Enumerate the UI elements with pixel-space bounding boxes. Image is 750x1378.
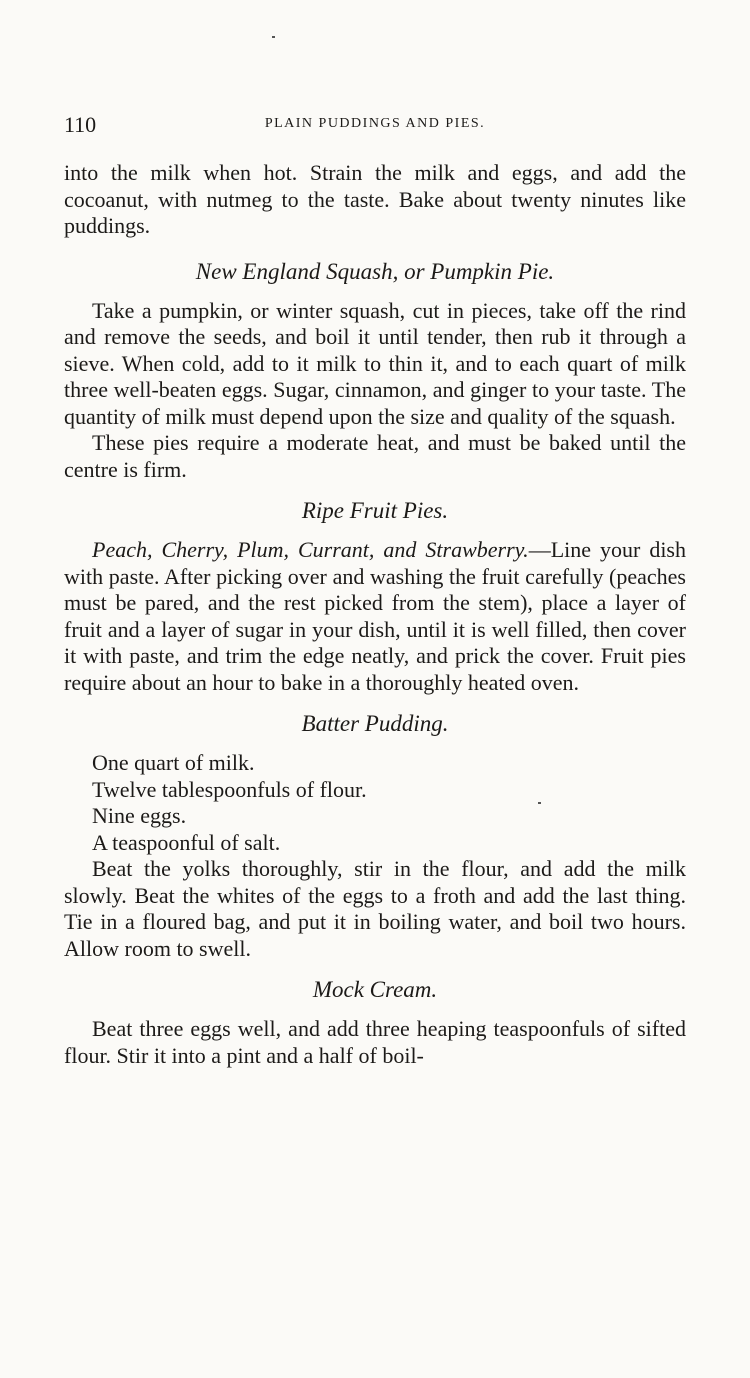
ripe-fruit-text: —Line your dish with paste. After picking over and washing the fruit carefully (peaches must be pared, and the rest picked from the stem), place a layer of fruit and a layer of sugar in your dish, until it is well filled, then cover it with paste, and trim the edge neatly, and prick the cover. Fruit pies require about an hour to bake in a thoroughly heated oven. <box>64 537 686 695</box>
print-speck <box>272 36 275 38</box>
recipe-title-pumpkin-pie: New England Squash, or Pumpkin Pie. <box>195 258 555 284</box>
ingredient-item: Nine eggs. <box>92 803 187 828</box>
batter-pudding-ingredients <box>64 750 686 856</box>
running-title: PLAIN PUDDINGS AND PIES. <box>264 116 486 131</box>
pumpkin-pie-paragraph-1: Take a pumpkin, or winter squash, cut in pieces, take off the rind and remove the seeds, and boil it until tender, then rub it through a sieve. When cold, add to it milk to thin it, and to each quart of milk three well-beaten eggs. Sugar, cinnamon, and ginger to your taste. The quantity of milk must depend upon the size and quality of the squash. <box>64 297 686 429</box>
recipe-title-batter-pudding: Batter Pudding. <box>301 711 449 736</box>
ingredient-item: A teaspoonful of salt. <box>92 829 281 855</box>
running-head <box>64 112 686 140</box>
recipe-title-mock-cream: Mock Cream. <box>312 977 438 1002</box>
continuation-paragraph: into the milk when hot. Strain the milk and eggs, and add the cocoanut, with nutmeg to the taste. Bake about twenty ninutes like puddings. <box>64 160 686 238</box>
page-body <box>64 160 686 1069</box>
ripe-fruit-paragraph <box>64 537 686 696</box>
mock-cream-paragraph: Beat three eggs well, and add three heaping teaspoonfuls of sifted flour. Stir it into a pint and a half of boil- <box>64 1016 686 1068</box>
ingredient-item: One quart of milk. <box>92 750 255 775</box>
page-number: 110 <box>64 112 97 137</box>
ripe-fruit-lead: Peach, Cherry, Plum, Currant, and Strawberry. <box>92 537 529 562</box>
batter-pudding-paragraph: Beat the yolks thoroughly, stir in the flour, and add the milk slowly. Beat the whites of the eggs to a froth and add the last thing. Tie in a floured bag, and put it in boiling water, and boil two hours. Allow room to swell. <box>64 856 686 961</box>
recipe-title-ripe-fruit-pies: Ripe Fruit Pies. <box>301 498 449 523</box>
pumpkin-pie-paragraph-2: These pies require a moderate heat, and must be baked until the centre is firm. <box>64 430 686 482</box>
ingredient-item: Twelve tablespoonfuls of flour. <box>92 776 367 802</box>
